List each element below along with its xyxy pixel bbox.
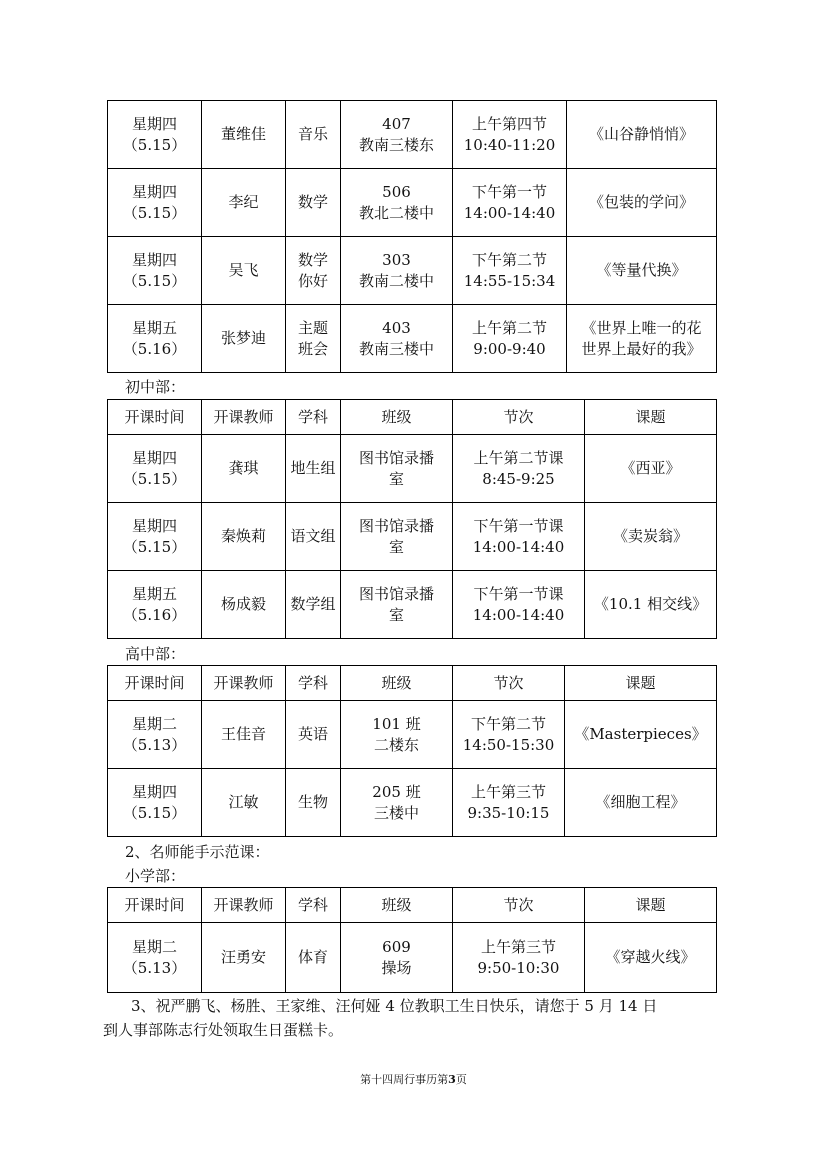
time-cell-line: （5.15） bbox=[122, 135, 187, 154]
section-senior-label: 高中部： bbox=[125, 645, 186, 663]
table-row bbox=[108, 169, 717, 237]
topic-cell bbox=[565, 701, 717, 769]
subject-cell-line: 数学组 bbox=[290, 595, 336, 613]
class-cell-line: 操场 bbox=[381, 958, 412, 977]
time-cell-line: （5.16） bbox=[122, 605, 187, 624]
time-cell-line: （5.15） bbox=[122, 469, 187, 488]
class-cell-line: 303 bbox=[382, 250, 411, 269]
time-cell bbox=[108, 435, 202, 503]
class-cell bbox=[341, 305, 453, 373]
subject-cell-line: 数学 bbox=[297, 193, 328, 211]
column-header: 开课教师 bbox=[202, 400, 286, 435]
period-cell-line: 上午第三节 bbox=[480, 937, 556, 956]
time-cell-line: 星期二 bbox=[131, 714, 177, 733]
column-header: 课题 bbox=[585, 400, 717, 435]
topic-cell bbox=[585, 503, 717, 571]
period-cell-line: 上午第二节 bbox=[471, 318, 547, 337]
time-cell bbox=[108, 101, 202, 169]
teacher-cell bbox=[202, 923, 286, 993]
subject-cell-line: 音乐 bbox=[297, 125, 328, 143]
class-cell bbox=[341, 701, 453, 769]
class-cell-line: 教南二楼中 bbox=[358, 271, 434, 290]
time-cell-line: 星期五 bbox=[131, 584, 177, 603]
subject-cell bbox=[286, 237, 341, 305]
table-row bbox=[108, 571, 717, 639]
period-cell bbox=[453, 435, 585, 503]
teacher-cell bbox=[202, 435, 286, 503]
class-cell-line: 506 bbox=[382, 182, 411, 201]
topic-cell-line: 《细胞工程》 bbox=[595, 793, 686, 811]
column-header: 开课时间 bbox=[108, 400, 202, 435]
period-cell-line: 14:50-15:30 bbox=[462, 735, 555, 754]
time-cell bbox=[108, 769, 202, 837]
period-cell bbox=[453, 305, 567, 373]
teacher-cell-line: 李纪 bbox=[228, 193, 259, 211]
topic-cell bbox=[585, 435, 717, 503]
class-cell bbox=[341, 101, 453, 169]
birthday-line-2: 到人事部陈志行处领取生日蛋糕卡。 bbox=[103, 1021, 344, 1039]
page-footer bbox=[0, 1071, 827, 1087]
period-cell-line: 14:00-14:40 bbox=[463, 203, 556, 222]
birthday-line-1: 3、祝严鹏飞、杨胜、王家维、汪何娅 4 位教职工生日快乐，请您于 5 月 14 日 bbox=[131, 997, 658, 1015]
subject-cell-line: 体育 bbox=[297, 948, 328, 966]
topic-cell-line: 《包装的学问》 bbox=[588, 193, 694, 211]
topic-cell-line: 《山谷静悄悄》 bbox=[588, 125, 694, 143]
topic-cell bbox=[565, 769, 717, 837]
subject-cell-line: 生物 bbox=[297, 793, 328, 811]
teacher-cell-line: 董维佳 bbox=[220, 125, 266, 143]
time-cell-line: （5.15） bbox=[122, 803, 187, 822]
footer-page-number: 3 bbox=[448, 1073, 456, 1086]
time-cell-line: （5.13） bbox=[122, 958, 187, 977]
class-cell-line: 403 bbox=[382, 318, 411, 337]
topic-cell bbox=[567, 101, 717, 169]
period-cell bbox=[453, 237, 567, 305]
class-cell-line: 室 bbox=[388, 537, 404, 556]
time-cell-line: 星期五 bbox=[131, 318, 177, 337]
period-cell bbox=[453, 769, 565, 837]
subject-cell bbox=[286, 571, 341, 639]
period-cell-line: 14:00-14:40 bbox=[472, 605, 565, 624]
table-row bbox=[108, 101, 717, 169]
schedule-table-famous-primary bbox=[107, 887, 717, 993]
column-header: 班级 bbox=[341, 666, 453, 701]
column-header: 学科 bbox=[286, 888, 341, 923]
column-header: 开课教师 bbox=[202, 888, 286, 923]
period-cell-line: 下午第一节课 bbox=[473, 584, 564, 603]
class-cell-line: 图书馆录播 bbox=[358, 516, 434, 535]
topic-cell-line: 《Masterpieces》 bbox=[574, 725, 707, 743]
subject-cell bbox=[286, 101, 341, 169]
class-cell-line: 教南三楼中 bbox=[358, 339, 434, 358]
subject-cell-line: 数学 你好 bbox=[297, 250, 328, 290]
topic-cell bbox=[567, 305, 717, 373]
period-cell-line: 下午第一节 bbox=[471, 182, 547, 201]
class-cell bbox=[341, 435, 453, 503]
section-junior-label: 初中部： bbox=[125, 378, 186, 396]
period-cell-line: 上午第四节 bbox=[471, 114, 547, 133]
schedule-table-junior bbox=[107, 399, 717, 639]
table-row bbox=[108, 769, 717, 837]
subject-cell-line: 英语 bbox=[297, 725, 328, 743]
time-cell-line: （5.16） bbox=[122, 339, 187, 358]
teacher-cell bbox=[202, 571, 286, 639]
table-row bbox=[108, 305, 717, 373]
teacher-cell-line: 龚琪 bbox=[228, 459, 259, 477]
topic-cell bbox=[567, 169, 717, 237]
time-cell bbox=[108, 305, 202, 373]
teacher-cell bbox=[202, 305, 286, 373]
class-cell-line: 图书馆录播 bbox=[358, 448, 434, 467]
period-cell-line: 上午第三节 bbox=[470, 782, 546, 801]
time-cell-line: （5.13） bbox=[122, 735, 187, 754]
period-cell bbox=[453, 571, 585, 639]
column-header: 课题 bbox=[565, 666, 717, 701]
teacher-cell bbox=[202, 503, 286, 571]
period-cell bbox=[453, 503, 585, 571]
period-cell bbox=[453, 701, 565, 769]
topic-cell bbox=[567, 237, 717, 305]
teacher-cell bbox=[202, 169, 286, 237]
topic-cell-line: 《世界上唯一的花 世界上最好的我》 bbox=[581, 318, 702, 358]
topic-cell-line: 《10.1 相交线》 bbox=[593, 595, 708, 613]
subject-cell bbox=[286, 435, 341, 503]
column-header: 开课时间 bbox=[108, 888, 202, 923]
footer-suffix: 页 bbox=[455, 1073, 467, 1086]
teacher-cell-line: 张梦迪 bbox=[220, 329, 266, 347]
teacher-cell bbox=[202, 237, 286, 305]
class-cell bbox=[341, 769, 453, 837]
class-cell-line: 101 班 bbox=[372, 714, 421, 733]
column-header: 学科 bbox=[286, 400, 341, 435]
teacher-cell-line: 汪勇安 bbox=[220, 948, 266, 966]
subject-cell-line: 主题 班会 bbox=[297, 318, 328, 358]
time-cell-line: 星期四 bbox=[131, 182, 177, 201]
period-cell-line: 下午第二节 bbox=[471, 250, 547, 269]
period-cell-line: 下午第二节 bbox=[470, 714, 546, 733]
teacher-cell-line: 王佳音 bbox=[220, 725, 266, 743]
time-cell-line: 星期四 bbox=[131, 448, 177, 467]
topic-cell bbox=[585, 571, 717, 639]
period-cell-line: 9:50-10:30 bbox=[477, 958, 560, 977]
teacher-cell bbox=[202, 769, 286, 837]
time-cell-line: 星期四 bbox=[131, 516, 177, 535]
column-header: 学科 bbox=[286, 666, 341, 701]
class-cell-line: 室 bbox=[388, 605, 404, 624]
table-row bbox=[108, 503, 717, 571]
class-cell-line: 609 bbox=[382, 937, 411, 956]
period-cell bbox=[453, 101, 567, 169]
subject-cell bbox=[286, 701, 341, 769]
column-header: 开课时间 bbox=[108, 666, 202, 701]
time-cell-line: 星期四 bbox=[131, 782, 177, 801]
subject-cell bbox=[286, 305, 341, 373]
footer-prefix: 第十四周行事历第 bbox=[360, 1073, 449, 1086]
time-cell bbox=[108, 571, 202, 639]
period-cell-line: 9:35-10:15 bbox=[467, 803, 550, 822]
time-cell bbox=[108, 923, 202, 993]
time-cell bbox=[108, 169, 202, 237]
section-primary-label: 小学部： bbox=[125, 867, 186, 885]
topic-cell-line: 《西亚》 bbox=[620, 459, 681, 477]
column-header: 课题 bbox=[585, 888, 717, 923]
class-cell-line: 室 bbox=[388, 469, 404, 488]
table-row bbox=[108, 701, 717, 769]
class-cell-line: 三楼中 bbox=[373, 803, 419, 822]
column-header: 节次 bbox=[453, 666, 565, 701]
time-cell bbox=[108, 237, 202, 305]
schedule-table-senior bbox=[107, 665, 717, 837]
column-header: 班级 bbox=[341, 888, 453, 923]
table-row bbox=[108, 435, 717, 503]
class-cell-line: 407 bbox=[382, 114, 411, 133]
time-cell-line: 星期四 bbox=[131, 250, 177, 269]
period-cell-line: 下午第一节课 bbox=[473, 516, 564, 535]
subject-cell bbox=[286, 503, 341, 571]
teacher-cell bbox=[202, 101, 286, 169]
period-cell-line: 9:00-9:40 bbox=[473, 339, 546, 358]
time-cell-line: （5.15） bbox=[122, 203, 187, 222]
teacher-cell bbox=[202, 701, 286, 769]
subject-cell-line: 地生组 bbox=[290, 459, 336, 477]
class-cell bbox=[341, 237, 453, 305]
period-cell-line: 10:40-11:20 bbox=[463, 135, 556, 154]
time-cell-line: （5.15） bbox=[122, 271, 187, 290]
time-cell-line: 星期二 bbox=[131, 937, 177, 956]
column-header: 节次 bbox=[453, 400, 585, 435]
topic-cell bbox=[585, 923, 717, 993]
time-cell-line: 星期四 bbox=[131, 114, 177, 133]
teacher-cell-line: 秦焕莉 bbox=[220, 527, 266, 545]
topic-cell-line: 《等量代换》 bbox=[596, 261, 687, 279]
teacher-cell-line: 吴飞 bbox=[228, 261, 259, 279]
class-cell bbox=[341, 169, 453, 237]
table-row bbox=[108, 923, 717, 993]
column-header: 开课教师 bbox=[202, 666, 286, 701]
birthday-notice bbox=[103, 994, 718, 1042]
class-cell-line: 205 班 bbox=[372, 782, 421, 801]
column-header: 班级 bbox=[341, 400, 453, 435]
period-cell bbox=[453, 169, 567, 237]
teacher-cell-line: 江敏 bbox=[228, 793, 259, 811]
class-cell bbox=[341, 571, 453, 639]
subject-cell-line: 语文组 bbox=[290, 527, 336, 545]
teacher-cell-line: 杨成毅 bbox=[220, 595, 266, 613]
period-cell bbox=[453, 923, 585, 993]
class-cell bbox=[341, 923, 453, 993]
subject-cell bbox=[286, 769, 341, 837]
time-cell-line: （5.15） bbox=[122, 537, 187, 556]
class-cell-line: 教南三楼东 bbox=[358, 135, 434, 154]
period-cell-line: 8:45-9:25 bbox=[482, 469, 555, 488]
column-header: 节次 bbox=[453, 888, 585, 923]
period-cell-line: 14:55-15:34 bbox=[463, 271, 556, 290]
period-cell-line: 14:00-14:40 bbox=[472, 537, 565, 556]
topic-cell-line: 《卖炭翁》 bbox=[612, 527, 688, 545]
topic-cell-line: 《穿越火线》 bbox=[605, 948, 696, 966]
class-cell-line: 图书馆录播 bbox=[358, 584, 434, 603]
time-cell bbox=[108, 701, 202, 769]
period-cell-line: 上午第二节课 bbox=[473, 448, 564, 467]
subject-cell bbox=[286, 169, 341, 237]
table-row bbox=[108, 237, 717, 305]
class-cell bbox=[341, 503, 453, 571]
subject-cell bbox=[286, 923, 341, 993]
section-famous-label: 2、名师能手示范课： bbox=[125, 843, 270, 861]
class-cell-line: 二楼东 bbox=[373, 735, 419, 754]
class-cell-line: 教北二楼中 bbox=[358, 203, 434, 222]
time-cell bbox=[108, 503, 202, 571]
schedule-table-primary-cont bbox=[107, 100, 717, 373]
